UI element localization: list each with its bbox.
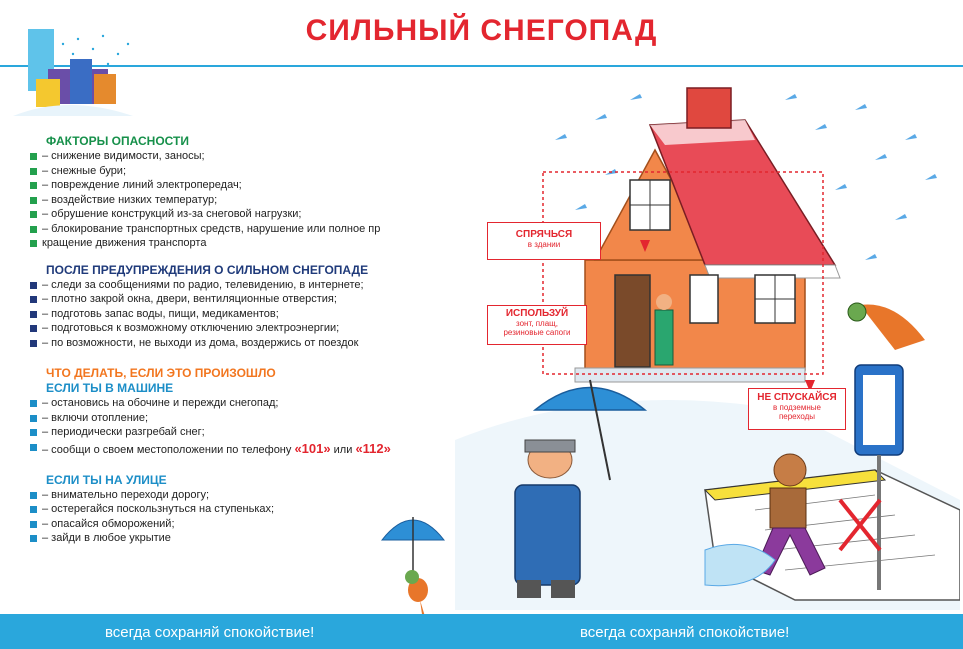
list-item: – остерегайся поскользнуться на ступеньках; [30, 502, 460, 517]
list-item: – включи отопление; [30, 411, 460, 426]
list-item-continuation: кращение движения транспорта [30, 236, 460, 251]
list-item: – зайди в любое укрытие [30, 531, 460, 546]
phone-112: «112» [355, 440, 391, 456]
phone-text: – сообщи о своем местоположении по телефону [42, 443, 295, 456]
list-item: – снижение видимости, заносы; [30, 149, 460, 164]
phone-101: «101» [294, 440, 331, 456]
list-item: – внимательно переходи дорогу; [30, 488, 460, 503]
sign-use [487, 305, 587, 345]
list-item: – плотно закрой окна, двери, вентиляционные отверстия; [30, 292, 460, 307]
after-warning-list [30, 278, 460, 351]
in-car-title: ЕСЛИ ТЫ В МАШИНЕ [46, 381, 174, 395]
footer-bar [0, 614, 963, 649]
page-title: СИЛЬНЫЙ СНЕГОПАД [305, 14, 658, 47]
list-item: – повреждение линий электропередач; [30, 178, 460, 193]
sign-no-descend [748, 388, 846, 430]
outside-title: ЕСЛИ ТЫ НА УЛИЦЕ [46, 472, 167, 487]
after-warning-title: ПОСЛЕ ПРЕДУПРЕЖДЕНИЯ О СИЛЬНОМ СНЕГОПАДЕ [46, 262, 369, 277]
sign-use-sub2: резиновые сапоги [503, 328, 571, 337]
or-text: или [330, 443, 356, 456]
list-item: – остановись на обочине и пережди снегопад; [30, 396, 460, 411]
factors-list [30, 149, 460, 251]
footer-right-text: всегда сохраняй спокойствие! [580, 624, 790, 641]
list-item: – следи за сообщениями по радио, телевидению, в интернете; [30, 278, 460, 293]
sign-no-descend-sub2: переходы [778, 412, 816, 421]
list-item: – блокирование транспортных средств, нарушение или полное пр [30, 222, 460, 237]
what-to-do-title: ЧТО ДЕЛАТЬ, ЕСЛИ ЭТО ПРОИЗОШЛО [46, 366, 276, 380]
footer-left-text: всегда сохраняй спокойствие! [105, 624, 315, 641]
sign-no-descend-title: НЕ СПУСКАЙСЯ [757, 392, 837, 403]
factors-section [30, 134, 460, 251]
city-illustration [8, 24, 138, 119]
snowfall-scene-illustration [455, 80, 960, 610]
list-item: – снежные бури; [30, 164, 460, 179]
list-item: – воздействие низких температур; [30, 193, 460, 208]
sign-hide-title: СПРЯЧЬСЯ [515, 229, 573, 240]
list-item: – подготовься к возможному отключению электроэнергии; [30, 321, 460, 336]
sign-use-title: ИСПОЛЬЗУЙ [505, 308, 569, 319]
list-item: – опасайся обморожений; [30, 517, 460, 532]
list-item: – по возможности, не выходи из дома, воздержись от поездок [30, 336, 460, 351]
in-car-list [30, 396, 460, 459]
list-item: – периодически разгребай снег; [30, 425, 460, 440]
factors-title: ФАКТОРЫ ОПАСНОСТИ [46, 134, 189, 148]
sign-no-descend-sub1: в подземные [773, 403, 821, 412]
sign-use-sub1: зонт, плащ, [516, 319, 558, 328]
header-divider [0, 65, 963, 67]
after-warning-section [30, 263, 460, 351]
list-item [30, 440, 460, 459]
list-item: – обрушение конструкций из-за снеговой нагрузки; [30, 207, 460, 222]
sign-hide [487, 222, 601, 260]
list-item: – подготовь запас воды, пищи, медикаментов; [30, 307, 460, 322]
what-to-do-section [30, 366, 460, 459]
left-column [30, 134, 460, 558]
sign-hide-sub: в здании [527, 240, 561, 249]
